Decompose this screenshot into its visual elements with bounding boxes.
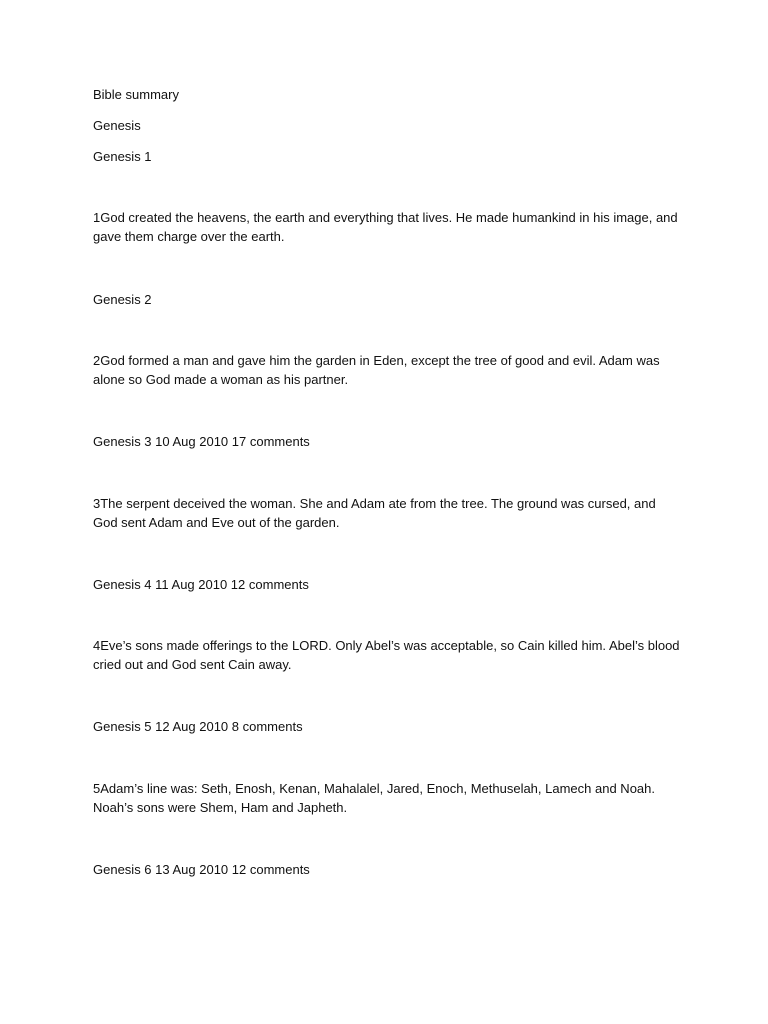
chapter-heading-4: Genesis 4 11 Aug 2010 12 comments bbox=[93, 577, 309, 592]
chapter-summary-3: 3The serpent deceived the woman. She and Adam ate from the tree. The ground was cursed, and God sent Adam and Eve out of the garden. bbox=[93, 496, 656, 530]
chapter-heading-6: Genesis 6 13 Aug 2010 12 comments bbox=[93, 862, 310, 877]
document-title: Bible summary bbox=[93, 87, 179, 102]
chapter-summary-2: 2God formed a man and gave him the garden in Eden, except the tree of good and evil. Adam was alone so God made a woman as his partner. bbox=[93, 353, 660, 387]
book-heading: Genesis bbox=[93, 118, 141, 133]
chapter-summary-1: 1God created the heavens, the earth and everything that lives. He made humankind in his image, and gave them charge over the earth. bbox=[93, 210, 678, 244]
chapter-heading-2: Genesis 2 bbox=[93, 292, 152, 307]
chapter-summary-5: 5Adam’s line was: Seth, Enosh, Kenan, Mahalalel, Jared, Enoch, Methuselah, Lamech and Noah. Noah’s sons were Shem, Ham and Japheth. bbox=[93, 781, 655, 815]
chapter-heading-1: Genesis 1 bbox=[93, 149, 152, 164]
chapter-heading-3: Genesis 3 10 Aug 2010 17 comments bbox=[93, 434, 310, 449]
chapter-summary-4: 4Eve’s sons made offerings to the LORD. Only Abel’s was acceptable, so Cain killed him. Abel’s blood cried out and God sent Cain away. bbox=[93, 638, 680, 672]
chapter-heading-5: Genesis 5 12 Aug 2010 8 comments bbox=[93, 719, 303, 734]
